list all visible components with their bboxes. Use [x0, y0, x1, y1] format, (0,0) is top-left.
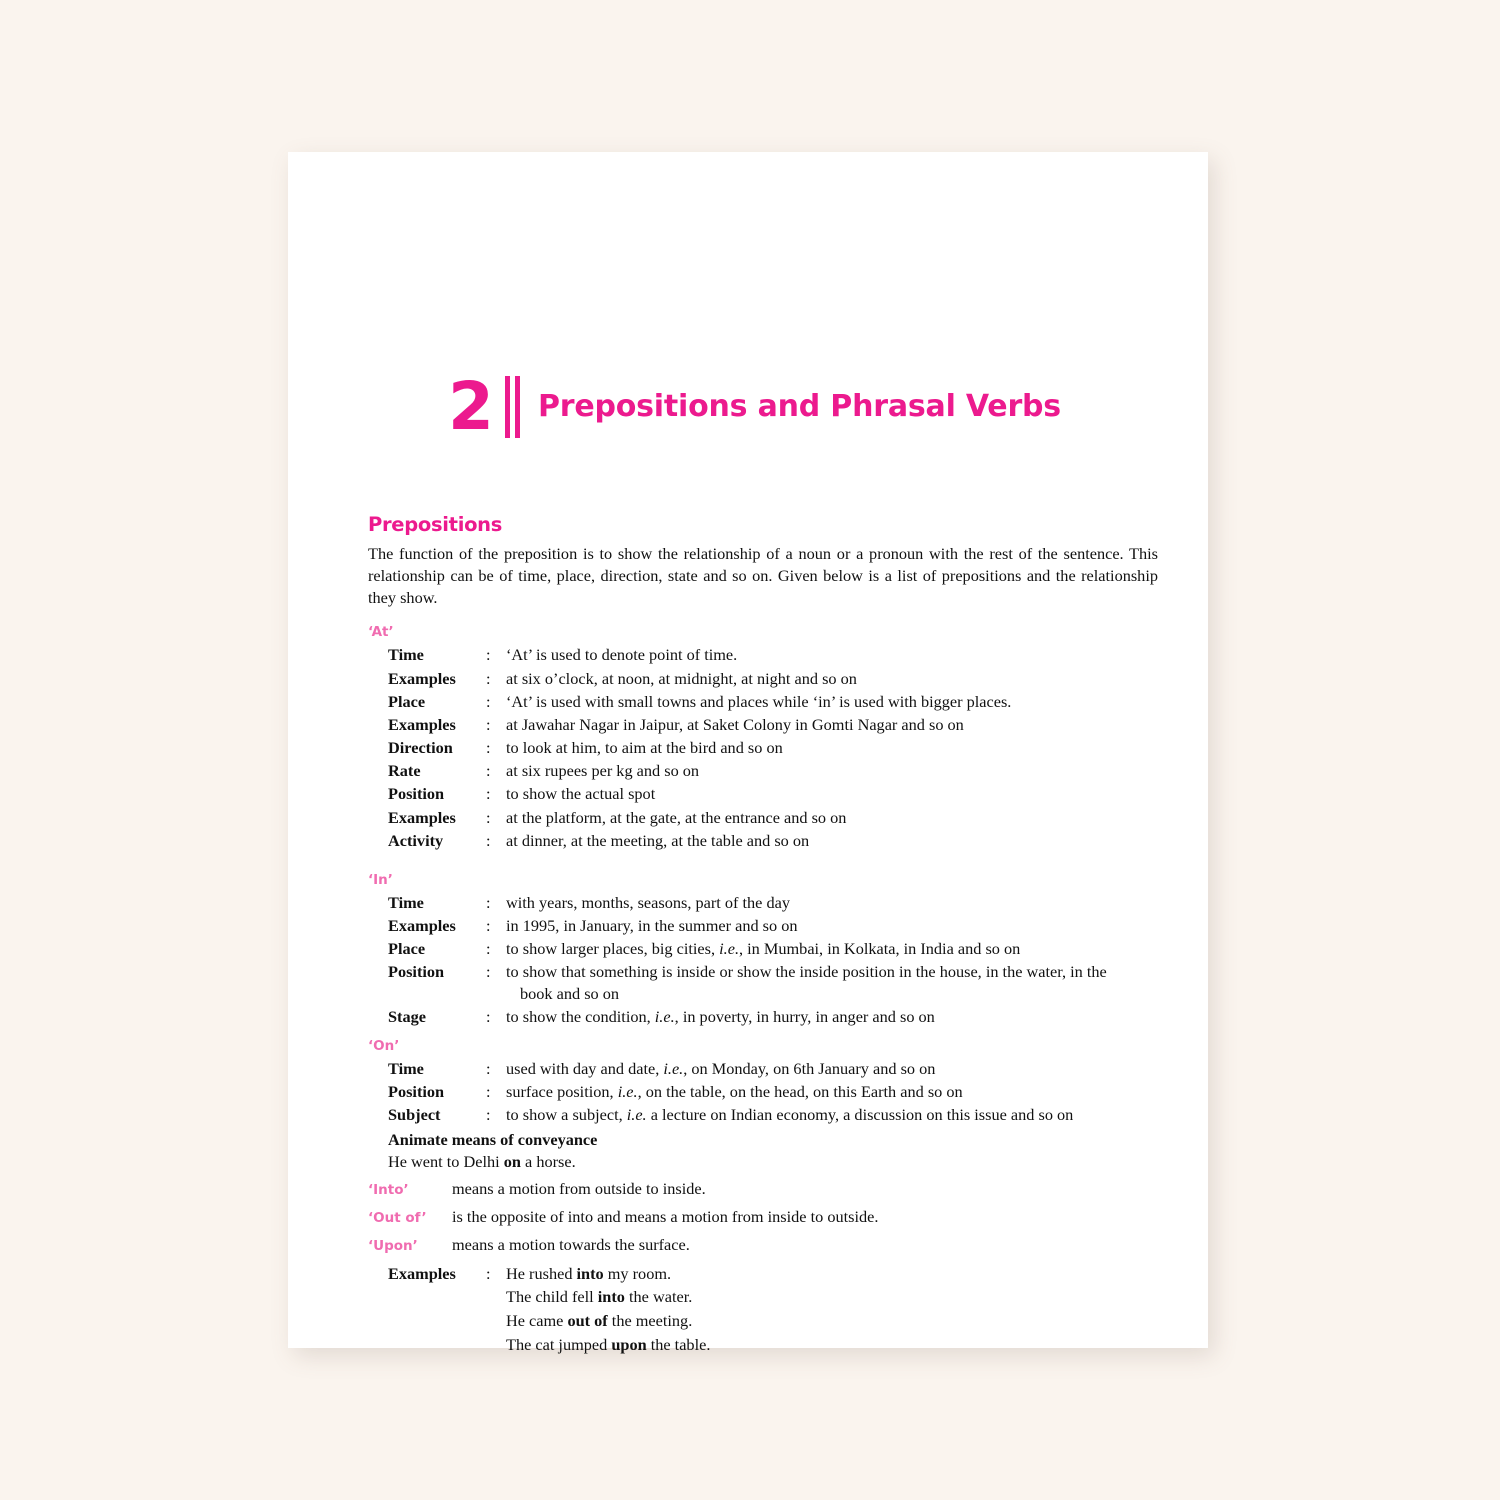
preposition-row: [388, 668, 1158, 689]
row-colon: :: [486, 1105, 491, 1125]
examples-block: [388, 1263, 1158, 1356]
inline-definition-key: ‘Out of’: [368, 1209, 427, 1226]
row-description: to show the actual spot: [506, 784, 656, 804]
preposition-group-label: ‘At’: [368, 624, 394, 641]
inline-definition-value: means a motion from outside to inside.: [452, 1178, 706, 1198]
preposition-row: [388, 892, 1158, 913]
row-description: to show that something is inside or show the inside position in the house, in the water, in the book and so on: [506, 962, 1107, 1003]
preposition-row: [388, 1081, 1158, 1102]
row-description: with years, months, seasons, part of the day: [506, 892, 790, 912]
preposition-rows: [388, 644, 1158, 851]
chapter-title: Prepositions and Phrasal Verbs: [537, 388, 1061, 424]
row-term: Direction: [388, 738, 453, 758]
preposition-rows: [388, 892, 1158, 1027]
row-description: to show larger places, big cities, i.e., in Mumbai, in Kolkata, in India and so on: [506, 939, 1021, 959]
row-colon: :: [486, 962, 491, 982]
row-colon: :: [486, 1058, 491, 1078]
preposition-groups: [368, 624, 1158, 1171]
row-description: at dinner, at the meeting, at the table and so on: [506, 830, 810, 850]
row-colon: :: [486, 892, 491, 912]
preposition-row: [388, 760, 1158, 781]
row-term: Examples: [388, 668, 456, 688]
row-description: used with day and date, i.e., on Monday, on 6th January and so on: [506, 1058, 936, 1078]
row-description: to look at him, to aim at the bird and so on: [506, 738, 783, 758]
row-term: Examples: [388, 807, 456, 827]
preposition-row: [388, 961, 1158, 1003]
example-line: He rushed into my room.: [506, 1263, 672, 1283]
examples-term: Examples: [388, 1263, 456, 1283]
chapter-header: [448, 367, 1061, 447]
row-term: Position: [388, 784, 445, 804]
row-colon: :: [486, 830, 491, 850]
inline-definitions: [368, 1178, 1158, 1256]
preposition-row: [388, 915, 1158, 936]
row-description: ‘At’ is used to denote point of time.: [506, 645, 738, 665]
row-description: at six rupees per kg and so on: [506, 761, 700, 781]
row-term: Place: [388, 939, 426, 959]
preposition-row: [388, 1006, 1158, 1027]
spacer: [368, 853, 1158, 868]
inline-definition-value: means a motion towards the surface.: [452, 1234, 690, 1254]
inline-definition-key: ‘Into’: [368, 1181, 409, 1198]
chapter-number: 2: [448, 368, 493, 445]
row-term: Place: [388, 691, 426, 711]
row-colon: :: [486, 761, 491, 781]
row-colon: :: [486, 668, 491, 688]
row-colon: :: [486, 645, 491, 665]
preposition-row: [388, 1104, 1158, 1125]
inline-definition: [368, 1178, 1158, 1200]
example-line: The child fell into the water.: [506, 1287, 693, 1307]
row-description: at Jawahar Nagar in Jaipur, at Saket Colony in Gomti Nagar and so on: [506, 714, 964, 734]
row-description: in 1995, in January, in the summer and so on: [506, 916, 798, 936]
row-description: to show a subject, i.e. a lecture on Indian economy, a discussion on this issue and so on: [506, 1105, 1074, 1125]
preposition-row: [388, 1058, 1158, 1079]
row-description: ‘At’ is used with small towns and places while ‘in’ is used with bigger places.: [506, 691, 1012, 711]
preposition-row: [388, 644, 1158, 665]
preposition-row: [388, 807, 1158, 828]
spacer: [368, 1029, 1158, 1034]
chapter-divider-bars: [505, 376, 520, 438]
preposition-row: [388, 938, 1158, 959]
subsection-example: He went to Delhi on a horse.: [388, 1151, 576, 1171]
preposition-row: [388, 691, 1158, 712]
subsection-heading: Animate means of conveyance: [388, 1130, 598, 1150]
example-line: The cat jumped upon the table.: [506, 1334, 711, 1354]
inline-definition: [368, 1206, 1158, 1228]
row-description: at six o’clock, at noon, at midnight, at night and so on: [506, 668, 857, 688]
preposition-row: [388, 714, 1158, 735]
example-line: He came out of the meeting.: [506, 1310, 693, 1330]
row-description: at the platform, at the gate, at the entrance and so on: [506, 807, 847, 827]
preposition-group-label: ‘On’: [368, 1037, 400, 1054]
row-term: Time: [388, 1058, 424, 1078]
row-description: surface position, i.e., on the table, on the head, on this Earth and so on: [506, 1082, 963, 1101]
row-term: Position: [388, 1082, 445, 1101]
row-term: Examples: [388, 916, 456, 936]
section-intro-paragraph: The function of the preposition is to show the relationship of a noun or a pronoun with the rest of the sentence. This relationship can be of time, place, direction, state and so on. Given below is a list of prepositions and the relationship they show.: [368, 543, 1158, 608]
example-lines-rest: [506, 1286, 1158, 1355]
inline-definition: [368, 1234, 1158, 1256]
preposition-group-label: ‘In’: [368, 871, 393, 888]
preposition-row: [388, 830, 1158, 851]
examples-colon: :: [486, 1263, 491, 1283]
inline-definition-value: is the opposite of into and means a motion from inside to outside.: [452, 1206, 879, 1226]
row-term: Position: [388, 962, 445, 982]
inline-definition-key: ‘Upon’: [368, 1237, 418, 1254]
preposition-row: [388, 737, 1158, 758]
row-colon: :: [486, 691, 491, 711]
row-colon: :: [486, 939, 491, 959]
preposition-rows: [388, 1058, 1158, 1126]
section-heading-prepositions: Prepositions: [368, 513, 503, 536]
row-colon: :: [486, 1082, 491, 1101]
row-colon: :: [486, 916, 491, 936]
row-term: Activity: [388, 830, 444, 850]
row-term: Stage: [388, 1006, 426, 1026]
row-colon: :: [486, 1006, 491, 1026]
row-description: to show the condition, i.e., in poverty, in hurry, in anger and so on: [506, 1006, 935, 1026]
preposition-row: [388, 783, 1158, 804]
row-term: Time: [388, 645, 424, 665]
row-colon: :: [486, 714, 491, 734]
row-term: Examples: [388, 714, 456, 734]
row-term: Time: [388, 892, 424, 912]
row-colon: :: [486, 784, 491, 804]
document-content: [368, 512, 1158, 1355]
row-term: Subject: [388, 1105, 441, 1125]
row-colon: :: [486, 738, 491, 758]
row-colon: :: [486, 807, 491, 827]
document-page: [288, 152, 1208, 1354]
row-term: Rate: [388, 761, 421, 781]
